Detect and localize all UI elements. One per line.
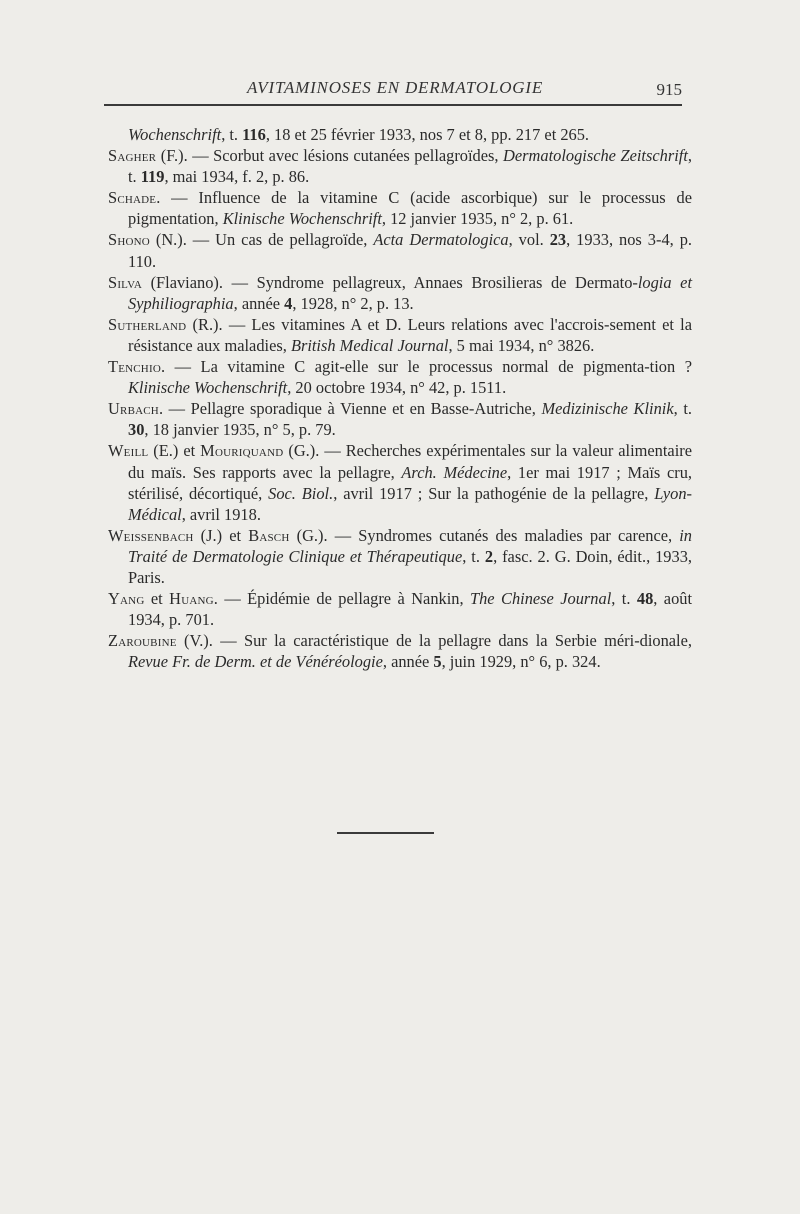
reference-details-3: , avril 1918. <box>181 504 261 524</box>
end-rule <box>337 832 434 834</box>
reference-journal: Wochenschrift <box>128 125 222 144</box>
reference-author: Silva <box>108 272 142 292</box>
reference-details: , juin 1929, n° 6, p. 324. <box>441 652 601 672</box>
reference-volume: 23 <box>549 230 567 250</box>
reference-entry <box>108 187 692 229</box>
reference-details: , fasc. 2. G. Doin, édit., 1933, Paris. <box>128 546 692 587</box>
reference-author: Zaroubine <box>108 631 177 651</box>
reference-journal-3: Lyon-Médical <box>128 483 692 524</box>
reference-vol-prefix: , vol. <box>508 230 550 250</box>
reference-author: Sutherland <box>108 314 187 334</box>
reference-journal: British Medical Journal <box>290 335 449 355</box>
reference-vol-prefix: , t. <box>673 399 692 419</box>
reference-author: Yang <box>108 589 145 609</box>
reference-title: (R.). — Les vitamines A et D. Leurs relations avec l'accrois-sement et la résistance aux maladies, <box>128 314 692 355</box>
reference-journal: Acta Dermatologica <box>373 230 509 250</box>
page-number: 915 <box>656 80 682 99</box>
reference-entry <box>108 124 692 145</box>
reference-journal: Dermatologische Zeitschrift <box>503 146 688 166</box>
reference-volume: 5 <box>433 652 442 672</box>
reference-title: (G.). — Syndromes cutanés des maladies par carence, <box>289 525 680 545</box>
reference-volume: 119 <box>140 167 165 187</box>
reference-coauthor: Basch <box>248 525 290 545</box>
reference-author: Tenchio <box>108 357 161 377</box>
reference-details: , 1er mai 1917 ; Maïs cru, stérilisé, décortiqué, <box>128 462 692 503</box>
reference-details: , 1933, nos 3-4, p. 110. <box>128 230 693 271</box>
reference-journal: Medizinische Klinik <box>541 399 674 419</box>
reference-author: Shono <box>108 230 150 250</box>
reference-entry <box>108 630 692 672</box>
reference-entry <box>108 356 692 398</box>
reference-journal: in Traité de Dermatologie Clinique et Thérapeutique <box>128 525 692 566</box>
reference-journal: The Chinese Journal <box>470 589 612 609</box>
reference-title: . — Influence de la vitamine C (acide ascorbique) sur le processus de pigmentation, <box>128 188 692 229</box>
reference-connector: et <box>144 589 170 609</box>
reference-author: Schade <box>108 188 157 208</box>
reference-volume: 30 <box>128 420 145 440</box>
reference-details: , 18 et 25 février 1933, nos 7 et 8, pp. 217 et 265. <box>265 125 590 144</box>
reference-title: (G.). — Recherches expérimentales sur la valeur alimentaire du maïs. Ses rapports avec la pellagre, <box>128 441 692 482</box>
reference-entry <box>108 525 692 588</box>
reference-journal: Revue Fr. de Derm. et de Vénéréologie <box>128 652 383 672</box>
reference-journal: logia et Syphiliographia <box>128 272 692 313</box>
reference-author: Weissenbach <box>108 525 194 545</box>
reference-entry <box>108 272 692 314</box>
reference-coauthor: Huang <box>169 589 214 609</box>
reference-journal: Arch. Médecine <box>401 462 508 482</box>
reference-volume: 4 <box>284 293 293 313</box>
reference-author: Weill <box>108 441 149 461</box>
reference-title: . — La vitamine C agit-elle sur le processus normal de pigmenta-tion ? <box>160 357 692 377</box>
reference-details: , 20 octobre 1934, n° 42, p. 1511. <box>287 378 507 398</box>
reference-title: (V.). — Sur la caractéristique de la pellagre dans la Serbie méri-dionale, <box>176 631 692 651</box>
reference-entry <box>108 145 692 187</box>
reference-entry <box>108 229 692 271</box>
reference-details: , 5 mai 1934, n° 3826. <box>448 335 595 355</box>
reference-journal: Klinische Wochenschrift <box>128 378 288 398</box>
reference-title: (Flaviano). — Syndrome pellagreux, Annaes Brosilieras de Dermato- <box>141 272 638 292</box>
reference-title: . — Pellagre sporadique à Vienne et en Basse-Autriche, <box>158 399 542 419</box>
page-header <box>108 78 682 102</box>
reference-volume: 2 <box>484 546 494 566</box>
header-rule <box>104 104 682 106</box>
reference-journal-2: Soc. Biol. <box>268 483 334 503</box>
reference-details: , mai 1934, f. 2, p. 86. <box>164 167 310 187</box>
reference-vol-prefix: , t. <box>611 589 637 609</box>
reference-vol-prefix: , t. <box>221 125 243 144</box>
reference-title: . — Épidémie de pellagre à Nankin, <box>213 589 470 609</box>
reference-list <box>108 124 692 672</box>
reference-entry <box>108 398 692 440</box>
reference-entry <box>108 588 692 630</box>
reference-entry <box>108 440 692 524</box>
reference-title: (F.). — Scorbut avec lésions cutanées pellagroïdes, <box>156 146 504 166</box>
reference-entry <box>108 314 692 356</box>
running-title: AVITAMINOSES EN DERMATOLOGIE <box>246 78 544 97</box>
reference-volume: 48 <box>636 589 654 609</box>
reference-details: , 12 janvier 1935, n° 2, p. 61. <box>381 209 574 229</box>
reference-author: Sagher <box>108 146 157 166</box>
reference-author: Urbach <box>108 399 159 419</box>
reference-journal: Klinische Wochenschrift <box>222 209 382 229</box>
reference-volume: 116 <box>242 125 266 144</box>
reference-details: , 18 janvier 1935, n° 5, p. 79. <box>144 420 336 440</box>
reference-vol-prefix: , t. <box>462 546 485 566</box>
reference-details: , août 1934, p. 701. <box>128 589 693 630</box>
reference-connector: (E.) et <box>148 441 201 461</box>
reference-coauthor: Mouriquand <box>200 441 284 461</box>
reference-vol-prefix: , année <box>233 293 285 313</box>
reference-details: , 1928, n° 2, p. 13. <box>292 293 414 313</box>
reference-vol-prefix: , t. <box>128 146 692 187</box>
reference-details-2: , avril 1917 ; Sur la pathogénie de la pellagre, <box>333 483 655 503</box>
reference-title: (N.). — Un cas de pellagroïde, <box>149 230 374 250</box>
reference-connector: (J.) et <box>193 525 249 545</box>
reference-vol-prefix: , année <box>382 652 434 672</box>
